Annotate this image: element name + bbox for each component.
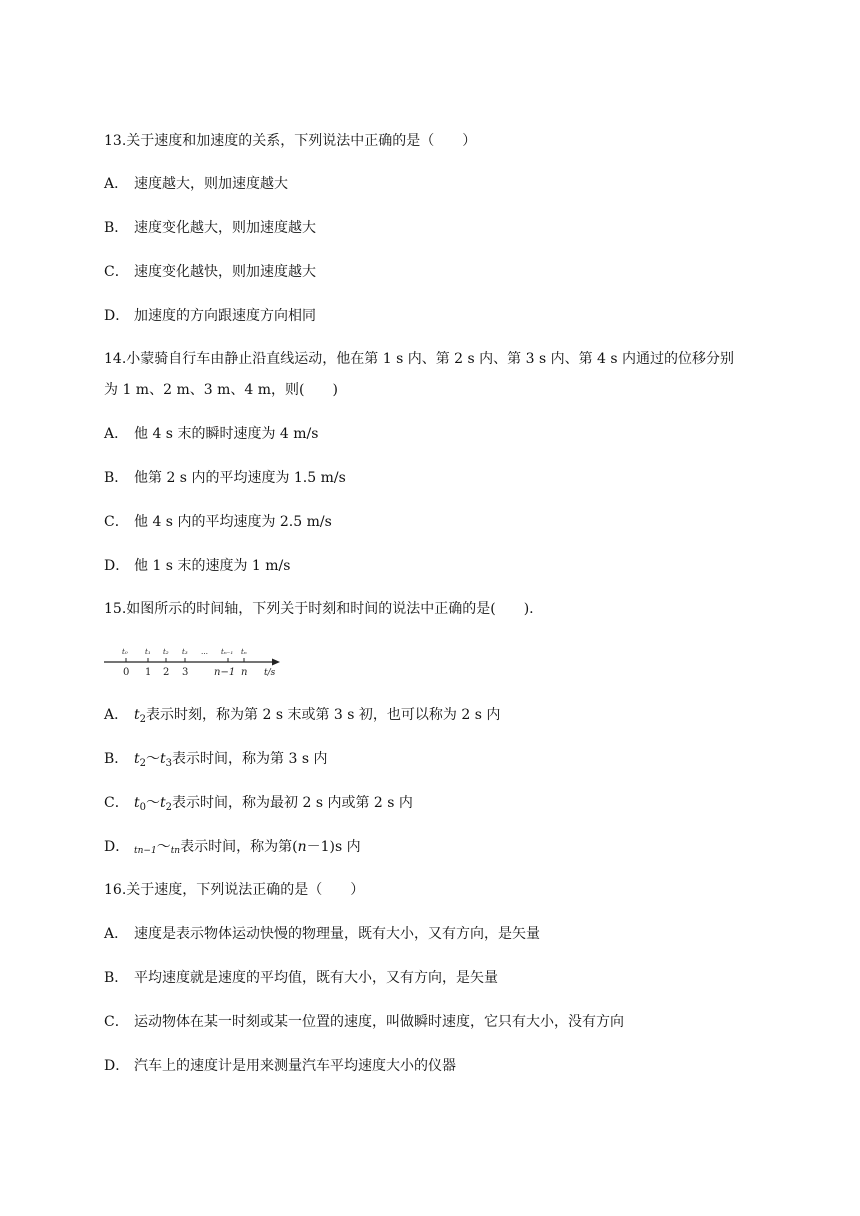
q16-option-c	[104, 1012, 624, 1032]
axis-top-label-t0: t₀	[122, 648, 128, 656]
tilde: ～	[146, 751, 161, 767]
option-letter: B．	[104, 220, 129, 236]
axis-bottom-label-2: 2	[163, 667, 170, 678]
option-text: 他 1 s 末的速度为 1 m/s	[134, 558, 291, 574]
option-letter: B．	[104, 970, 129, 986]
option-text: 加速度的方向跟速度方向相同	[134, 308, 316, 324]
option-text: 速度变化越快，则加速度越大	[134, 264, 316, 280]
option-letter: C．	[104, 795, 129, 811]
option-text: 速度是表示物体运动快慢的物理量，既有大小，又有方向，是矢量	[134, 926, 540, 942]
time-symbol-small: tn	[170, 846, 181, 856]
q13-option-b	[104, 218, 316, 238]
time-symbol: t	[160, 751, 166, 767]
q14-option-a	[104, 424, 318, 444]
option-text: 平均速度就是速度的平均值，既有大小，又有方向，是矢量	[134, 970, 498, 986]
axis-top-label-tn: tₙ	[241, 648, 247, 656]
question-14-stem-line2: 为 1 m、2 m、3 m、4 m，则( )	[104, 382, 338, 398]
option-text: 他 4 s 末的瞬时速度为 4 m/s	[134, 426, 319, 442]
q15-option-d	[104, 837, 361, 861]
time-subscript: 2	[139, 714, 147, 725]
q13-option-a	[104, 174, 288, 194]
q13-option-c	[104, 262, 316, 282]
question-15-stem: 15.如图所示的时间轴，下列关于时刻和时间的说法中正确的是( ).	[104, 601, 534, 617]
option-letter: D．	[104, 1058, 130, 1074]
time-subscript: 0	[139, 802, 147, 813]
option-text: 速度变化越大，则加速度越大	[134, 220, 316, 236]
option-letter: D．	[104, 558, 130, 574]
q14-option-b	[104, 468, 346, 488]
q15-option-c	[104, 793, 413, 818]
time-axis-svg	[104, 642, 284, 678]
axis-top-label-t2: t₂	[163, 648, 169, 656]
axis-arrow	[272, 659, 280, 666]
option-text: 汽车上的速度计是用来测量汽车平均速度大小的仪器	[134, 1058, 456, 1074]
axis-unit-label: t/s	[264, 668, 276, 678]
q13-option-d	[104, 306, 316, 326]
axis-bottom-label-0: 0	[123, 667, 130, 678]
q14-option-d	[104, 556, 290, 576]
option-letter: D．	[104, 839, 130, 855]
option-text: 表示时间，称为最初 2 s 内或第 2 s 内	[172, 795, 413, 811]
q16-option-d	[104, 1056, 456, 1076]
question-13-stem: 13.关于速度和加速度的关系，下列说法中正确的是（ ）	[104, 133, 477, 149]
option-letter: A．	[104, 926, 129, 942]
time-subscript: 2	[139, 758, 147, 769]
time-symbol: t	[134, 751, 140, 767]
time-axis-figure	[104, 642, 284, 682]
option-text: 表示时刻，称为第 2 s 末或第 3 s 初，也可以称为 2 s 内	[146, 707, 501, 723]
tilde: ～	[146, 795, 161, 811]
time-symbol: t	[160, 795, 166, 811]
n-symbol: n	[297, 839, 307, 855]
time-symbol: t	[134, 707, 140, 723]
option-text: 表示时间，称为第(	[180, 839, 298, 855]
axis-bottom-label-1: 1	[145, 667, 152, 678]
axis-bottom-label-n-1: n−1	[214, 667, 236, 678]
axis-top-label-t3: t₃	[182, 648, 188, 656]
time-subscript: 2	[165, 802, 173, 813]
q16-option-b	[104, 968, 498, 988]
q15-option-a	[104, 705, 500, 730]
option-text: 他 4 s 内的平均速度为 2.5 m/s	[134, 514, 332, 530]
axis-top-label-tn-1: tₙ₋₁	[221, 648, 234, 656]
question-16-stem: 16.关于速度，下列说法正确的是（ ）	[104, 882, 365, 898]
axis-top-label-t1: t₁	[145, 648, 151, 656]
option-letter: A．	[104, 707, 129, 723]
axis-top-label-ellipsis: …	[201, 648, 208, 656]
time-subscript: 3	[165, 758, 173, 769]
option-text: 速度越大，则加速度越大	[134, 176, 288, 192]
option-letter: C．	[104, 1014, 129, 1030]
tilde: ～	[156, 839, 171, 855]
axis-bottom-label-3: 3	[182, 667, 189, 678]
q14-option-c	[104, 512, 332, 532]
question-14-stem-line1: 14.小蒙骑自行车由静止沿直线运动，他在第 1 s 内、第 2 s 内、第 3 s 内、第 4 s 内通过的位移分别	[104, 351, 735, 367]
time-symbol-small: tn−1	[134, 846, 157, 856]
option-letter: B．	[104, 470, 129, 486]
option-text: －1)s 内	[306, 839, 361, 855]
option-text: 他第 2 s 内的平均速度为 1.5 m/s	[134, 470, 346, 486]
axis-bottom-label-n: n	[241, 667, 248, 678]
option-letter: C．	[104, 264, 129, 280]
option-letter: D．	[104, 308, 130, 324]
option-text: 表示时间，称为第 3 s 内	[172, 751, 328, 767]
q16-option-a	[104, 924, 540, 944]
q15-option-b	[104, 749, 327, 774]
option-letter: A．	[104, 426, 129, 442]
option-letter: C．	[104, 514, 129, 530]
time-symbol: t	[134, 795, 140, 811]
option-text: 运动物体在某一时刻或某一位置的速度，叫做瞬时速度，它只有大小，没有方向	[134, 1014, 624, 1030]
option-letter: B．	[104, 751, 129, 767]
option-letter: A．	[104, 176, 129, 192]
